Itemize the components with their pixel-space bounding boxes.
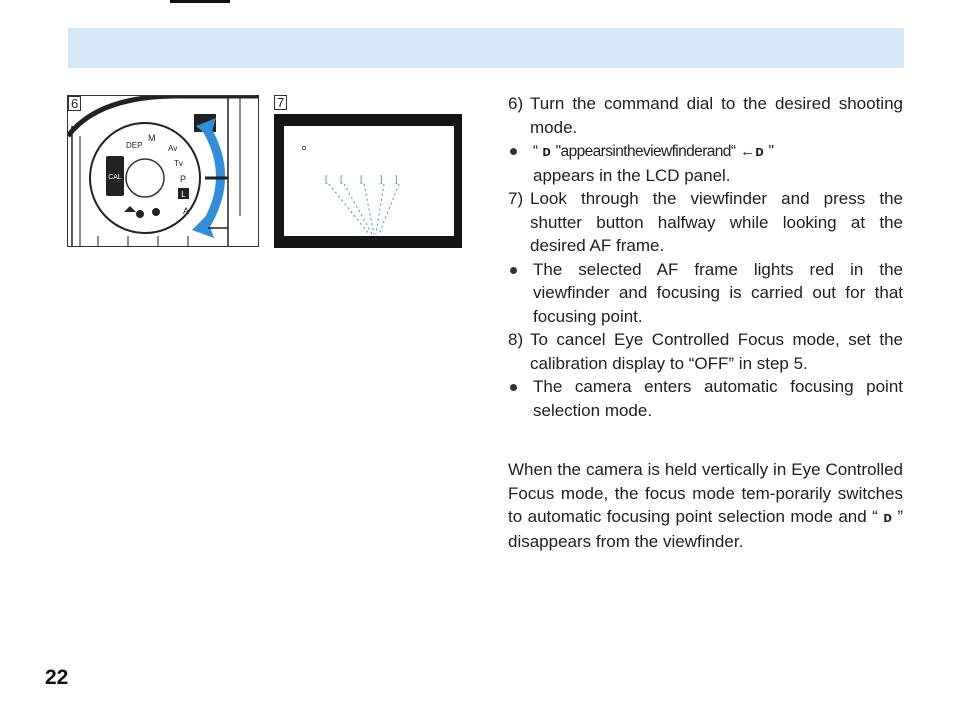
step-text: To cancel Eye Controlled Focus mode, set the calibration display to “OFF” in step 5. [530, 330, 903, 373]
step-6 [508, 92, 903, 139]
dial-label-a: A [183, 206, 190, 216]
note-text-after: ” disappears from the viewfinder. [508, 507, 903, 551]
top-rule [170, 0, 230, 3]
bullet-icon [510, 148, 517, 155]
af-point-icon: ᴅ [883, 509, 892, 526]
dial-label-lock: L [181, 190, 186, 199]
svg-text:]: ] [395, 174, 398, 184]
dial-label-tv: Tv [174, 159, 183, 168]
bullet-text: The selected AF frame lights red in the viewfinder and focusing is carried out for that focusing point. [533, 259, 903, 326]
af-point-arrow-icon: ←ᴅ [740, 143, 764, 160]
svg-text:[: [ [360, 174, 363, 184]
step-number: 8) [508, 330, 524, 349]
svg-text:[: [ [340, 174, 343, 184]
header-band [68, 28, 904, 68]
bullet-close-quote: " [768, 143, 774, 160]
dial-label-dep: DEP [126, 141, 143, 150]
figure-6-number: 6 [68, 96, 81, 111]
bullet-mid-text: "appearsintheviewfinderand“ [555, 143, 736, 160]
bullet-icon [510, 384, 517, 391]
step-number: 6) [508, 94, 524, 113]
bullet-icon [510, 267, 517, 274]
step-8-bullet [508, 375, 903, 422]
figure-7-viewfinder [274, 114, 462, 248]
figure-6-command-dial [67, 95, 259, 247]
instruction-steps [508, 92, 903, 422]
step-6-bullet [508, 139, 903, 187]
bullet-open-quote: “ [533, 143, 538, 160]
af-point-icon: ᴅ [542, 143, 551, 160]
bullet-tail-text: appears in the LCD panel. [533, 165, 731, 185]
dial-label-p: P [180, 174, 187, 184]
step-8 [508, 328, 903, 375]
note-text-before: When the camera is held vertically in Eye Controlled Focus mode, the focus mode tem-porarily switches to automatic focusing point selection mode and “ [508, 460, 903, 526]
command-dial-illustration [68, 96, 258, 246]
figure-7-number: 7 [274, 95, 287, 110]
page-number: 22 [45, 666, 69, 689]
step-text: Turn the command dial to the desired shooting mode. [530, 94, 903, 137]
vertical-hold-note [508, 458, 903, 553]
step-7 [508, 187, 903, 258]
dial-label-m: M [148, 133, 156, 143]
step-number: 7) [508, 189, 524, 208]
af-points-illustration [284, 126, 454, 236]
svg-text:]: ] [380, 174, 383, 184]
viewfinder-screen [284, 126, 454, 236]
dial-label-av: Av [168, 144, 178, 153]
step-text: Look through the viewfinder and press the shutter button halfway while looking at the desired AF frame. [530, 189, 903, 255]
bullet-text: The camera enters automatic focusing point selection mode. [533, 377, 903, 420]
svg-text:[: [ [325, 174, 328, 184]
step-7-bullet [508, 258, 903, 329]
dial-label-cal: CAL [108, 174, 122, 181]
